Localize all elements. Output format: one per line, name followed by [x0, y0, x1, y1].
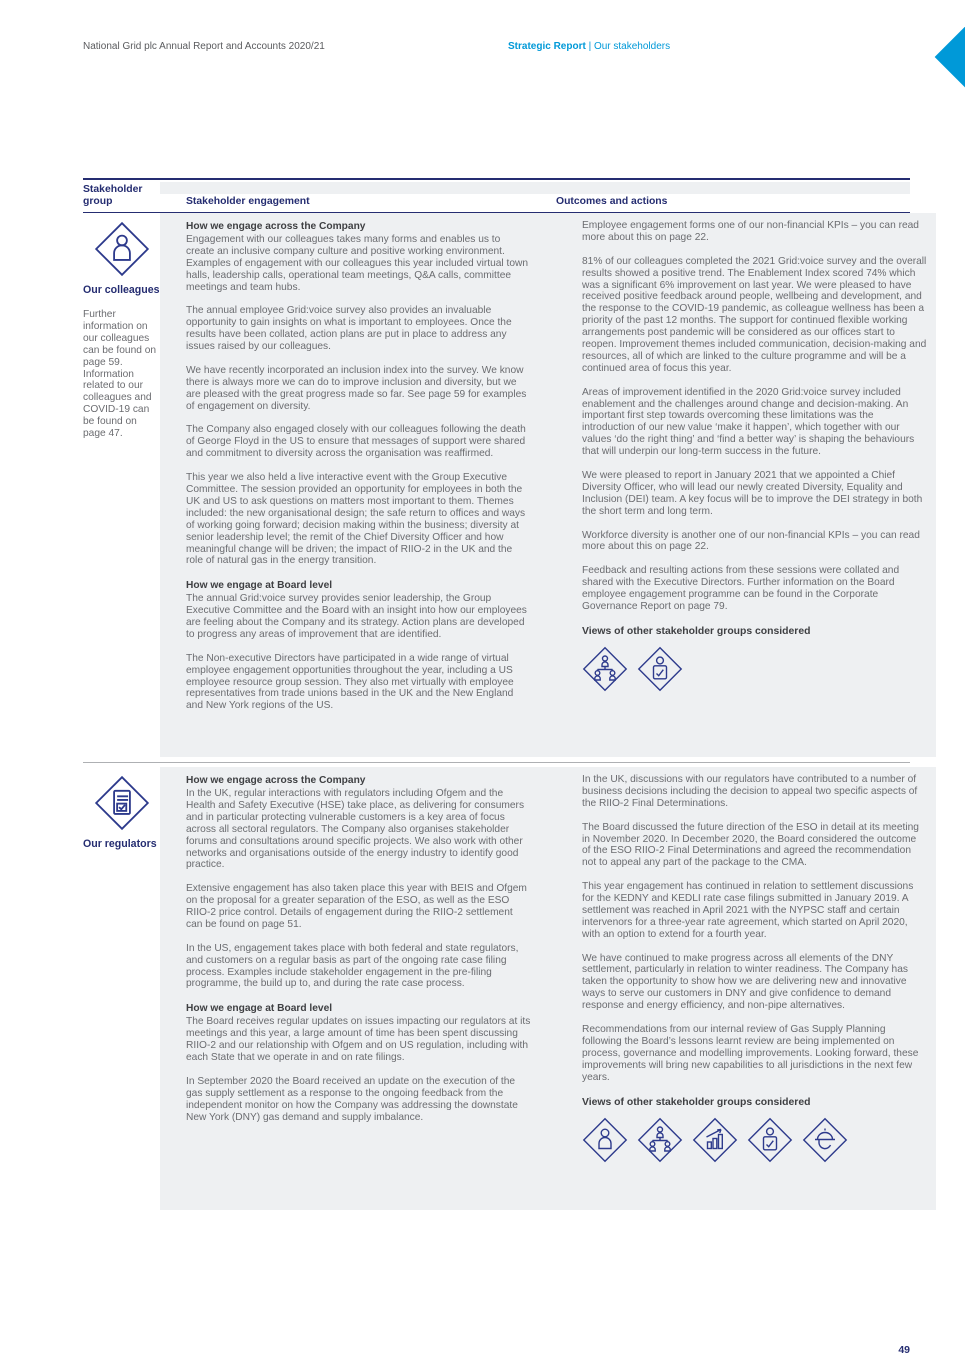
person-check-diamond-icon	[637, 646, 683, 692]
paragraph: Areas of improvement identified in the 2020 Grid:voice survey included enablement and the challenges around change and decision-making. An important first step towards overcoming these limitations was the introduction of our new value ‘make it happen’, which together with our values ‘do the right thing’ and ‘find a better way’ is shaping the behaviours that will underpin our long-term success in the future.	[582, 386, 915, 458]
paragraph: This year we also held a live interactive event with the Group Executive Committee. The session provided an opportunity for employees in both the UK and US to ask questions on matters most important to them. Themes included: the new organisational design; the safe return to offices and ways of working going forward; decision making within the business; diversity at senior leadership level; the remit of the Chief Diversity Officer and how meaningful change will be driven; the impact of RIIO-2 in the UK and the role of natural gas in the energy transition.	[186, 472, 526, 567]
section-heading: How we engage across the Company	[186, 221, 366, 232]
breadcrumb-section: Strategic Report	[508, 41, 586, 52]
row-divider	[83, 762, 910, 763]
person-diamond-icon	[582, 1117, 628, 1163]
column-header-stakeholder-engagement: Stakeholder engagement	[186, 195, 310, 207]
section-heading: How we engage at Board level	[186, 1003, 333, 1015]
paragraph: In September 2020 the Board received an update on the execution of the gas supply settlement as a response to the ongoing feedback from the independent monitor on how the Company was addressing the downstate New York (DNY) gas demand and supply imbalance.	[186, 1075, 518, 1123]
paragraph: 81% of our colleagues completed the 2021 Grid:voice survey and the overall results showed a positive trend. The Enablement Index scored 74% which was a significant 6% improvement on last year. We were pleased to have received positive feedback around people, wellbeing and development, and the response to the COVID-19 pandemic, as colleague wellness has been a priority of the past 12 months. The support for continued flexible working arrangements post pandemic will be considered as our offices start to reopen. Improvement themes included communication, decision-making and resources, all of which are linked to the culture programme and will be a continued area of focus this year.	[582, 255, 927, 374]
network-people-diamond-icon	[637, 1117, 683, 1163]
row-content-panel	[160, 213, 936, 757]
paragraph: The Board receives regular updates on issues impacting our regulators at its meetings and this year, a large amount of time has been spent discussing RIIO-2 and our relationship with Ofgem and on US regulation, including with each State that we operate in and on rate filings.	[186, 1016, 531, 1063]
section-heading: How we engage across the Company	[186, 775, 366, 786]
group-cell-colleagues	[83, 213, 160, 757]
paragraph: In the UK, discussions with our regulators have contributed to a number of business decisions including the decision to appeal two specific aspects of the RIIO-2 Final Determinations.	[582, 774, 918, 809]
views-icons-row	[582, 1117, 927, 1163]
paragraph: Engagement with our colleagues takes many forms and enables us to create an inclusive company culture and positive working environment. Examples of engagement with our colleagues this year included virtual town halls, leadership calls, operational team meetings, Q&A calls, committee meetings and team hubs.	[186, 234, 529, 293]
bar-chart-diamond-icon	[692, 1117, 738, 1163]
table-row	[83, 213, 927, 757]
paragraph: Feedback and resulting actions from these sessions were collated and shared with the Executive Directors. Further information on the Board employee engagement programme can be found in the Corporate Governance Report on page 79.	[582, 565, 900, 612]
outcomes-column	[582, 220, 927, 743]
views-icons-row	[582, 646, 927, 692]
table-header-row	[83, 178, 910, 213]
group-name: Our colleagues	[83, 284, 160, 296]
row-content-panel	[160, 767, 936, 1210]
paragraph: The Company also engaged closely with our colleagues following the death of George Floyd in the US to ensure that messages of support were shared and commitment to diversity across the organisation was reaffirmed.	[186, 424, 526, 460]
breadcrumb-separator: |	[585, 41, 594, 52]
paragraph: We have recently incorporated an inclusion index into the survey. We know there is always more we can do to improve inclusion and diversity, but we are pleased with the great progress made so far. See page 59 for examples of engagement on diversity.	[186, 364, 527, 412]
report-title: National Grid plc Annual Report and Accounts 2020/21	[83, 41, 325, 52]
person-check-diamond-icon	[747, 1117, 793, 1163]
outcomes-column	[582, 774, 927, 1196]
breadcrumb	[508, 41, 670, 52]
group-cell-regulators	[83, 767, 160, 1210]
table-row	[83, 767, 919, 1210]
paragraph: The Board discussed the future direction of the ESO in detail at its meeting in November 2020. In December 2020, the Board considered the outcome of the ESO RIIO-2 Final Determinations and agreed the recommendation not to appeal any part of the package to the CMA.	[582, 821, 919, 869]
stakeholder-table	[83, 178, 927, 1210]
paragraph: The annual employee Grid:voice survey also provides an invaluable opportunity to gain insights on what is important to employees. Once the results have been collated, action plans are put in place to address any issues raised by our colleagues.	[186, 305, 512, 353]
person-diamond-icon	[83, 221, 160, 277]
paragraph: In the UK, regular interactions with regulators including Ofgem and the Health and Safety Executive (HSE) take place, as delivering for consumers and in particular protecting vulnerable customers is a key area of focus across all sectoral regulators. The Company also organises stakeholder forums and consultations around specific projects. We also work with other networks and organisations outside of the energy industry to identify good practice.	[186, 788, 525, 871]
engagement-column	[186, 220, 531, 743]
column-header-stakeholder-group: Stakeholder group	[83, 184, 143, 207]
group-note: Further information on our colleagues can be found on page 59. Information related to our colleagues and COVID-19 can be found on page 47.	[83, 309, 157, 440]
column-header-outcomes-actions: Outcomes and actions	[556, 195, 668, 207]
group-name: Our regulators	[83, 838, 157, 850]
paragraph: This year engagement has continued in relation to settlement discussions for the KEDNY and KEDLI rate case filings submitted in January 2019. A settlement was reached in April 2021 with the NYPSC staff and certain intervenors for a three-year rate agreement, which started on April 2020, with an option to extend for a fourth year.	[582, 881, 914, 940]
views-heading: Views of other stakeholder groups considered	[582, 625, 811, 637]
paragraph: Employee engagement forms one of our non-financial KPIs – you can read more about this on page 22.	[582, 220, 919, 243]
engagement-column	[186, 774, 531, 1196]
paragraph: In the US, engagement takes place with both federal and state regulators, and customers on a regular basis as part of the ongoing rate case filing process. Examples include stakeholder engagement in the pre-filing programme, the build up to, and during the rate case process.	[186, 942, 519, 990]
paragraph: Workforce diversity is another one of our non-financial KPIs – you can read more about this on page 22.	[582, 529, 920, 553]
breadcrumb-sub: Our stakeholders	[593, 41, 671, 52]
section-heading: How we engage at Board level	[186, 580, 333, 592]
paragraph: Extensive engagement has also taken place this year with BEIS and Ofgem on the proposal for a greater separation of the ESO, as well as the ESO RIIO-2 price control. Details of engagement during the RIIO-2 settlement can be found on page 51.	[186, 883, 527, 930]
corner-diamond-graphic	[935, 22, 965, 93]
paragraph: We have continued to make progress across all elements of the DNY settlement, particularly in relation to winter readiness. The Company has taken the opportunity to show how we are delivering new and innovative ways to serve our customers in DNY and give confidence to demand response and energy efficiency, and non-pipe alternatives.	[582, 952, 908, 1012]
checklist-diamond-icon	[83, 775, 160, 831]
network-people-diamond-icon	[582, 646, 628, 692]
paragraph: We were pleased to report in January 2021 that we appointed a Chief Diversity Officer, who will lead our newly created Diversity, Equality and Inclusion (DEI) team. A key focus will be to improve the DEI strategy in both the short term and long term.	[582, 469, 923, 517]
hard-hat-diamond-icon	[802, 1117, 848, 1163]
paragraph: The Non-executive Directors have participated in a wide range of virtual employee engagement opportunities throughout the year, including a US employee resource group session. They also met virtually with employee representatives from trade unions based in the UK and the New England and New York regions of the US.	[186, 652, 514, 712]
views-heading: Views of other stakeholder groups considered	[582, 1096, 811, 1108]
page-number: 49	[898, 1344, 910, 1356]
paragraph: Recommendations from our internal review of Gas Supply Planning following the Board’s lessons learnt review are being implemented on process, governance and modelling improvements. Looking forward, these improvements will bring new capabilities to all jurisdictions in the next few years.	[582, 1023, 919, 1083]
paragraph: The annual Grid:voice survey provides senior leadership, the Group Executive Committee and the Board with an insight into how our employees are feeling about the Company and its strategy. Action plans are developed to progress any areas of improvement that are identified.	[186, 593, 527, 640]
header-background-strip	[160, 182, 910, 194]
